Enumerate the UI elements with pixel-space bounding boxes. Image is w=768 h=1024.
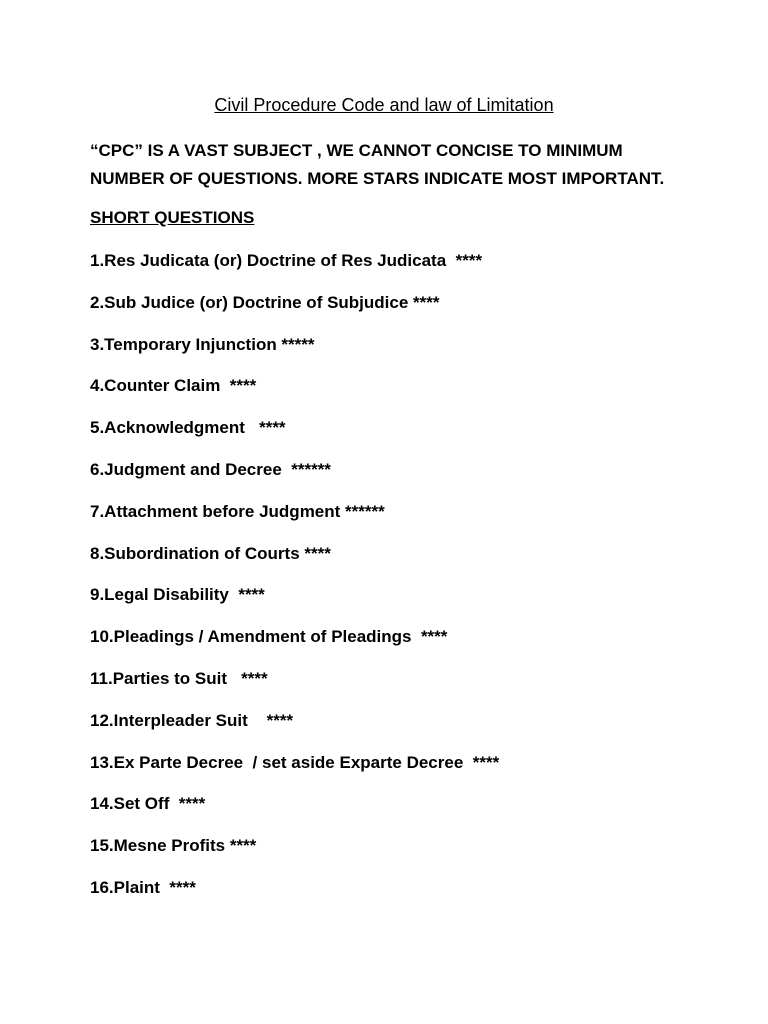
- list-item: 14.Set Off ****: [90, 794, 206, 814]
- section-heading: SHORT QUESTIONS: [90, 208, 255, 227]
- list-item: 13.Ex Parte Decree / set aside Exparte Decree ****: [90, 752, 500, 772]
- list-item: 8.Subordination of Courts ****: [90, 543, 331, 563]
- question-list: [90, 250, 499, 919]
- intro-line: NUMBER OF QUESTIONS. MORE STARS INDICATE MOST IMPORTANT.: [90, 169, 665, 188]
- document-title: Civil Procedure Code and law of Limitation: [214, 95, 554, 115]
- list-item: 11.Parties to Suit ****: [90, 668, 268, 688]
- list-item: 3.Temporary Injunction *****: [90, 334, 315, 354]
- intro-line: “CPC” IS A VAST SUBJECT , WE CANNOT CONCISE TO MINIMUM: [90, 141, 623, 160]
- intro-paragraph: [90, 137, 710, 193]
- list-item: 2.Sub Judice (or) Doctrine of Subjudice ****: [90, 292, 440, 312]
- list-item: 4.Counter Claim ****: [90, 376, 257, 396]
- list-item: 15.Mesne Profits ****: [90, 836, 257, 856]
- list-item: 12.Interpleader Suit ****: [90, 710, 294, 730]
- list-item: 5.Acknowledgment ****: [90, 418, 286, 438]
- list-item: 16.Plaint ****: [90, 877, 196, 897]
- list-item: 9.Legal Disability ****: [90, 585, 265, 605]
- list-item: 7.Attachment before Judgment ******: [90, 501, 385, 521]
- list-item: 1.Res Judicata (or) Doctrine of Res Judicata ****: [90, 251, 483, 270]
- list-item: 6.Judgment and Decree ******: [90, 459, 331, 479]
- list-item: 10.Pleadings / Amendment of Pleadings ****: [90, 627, 448, 647]
